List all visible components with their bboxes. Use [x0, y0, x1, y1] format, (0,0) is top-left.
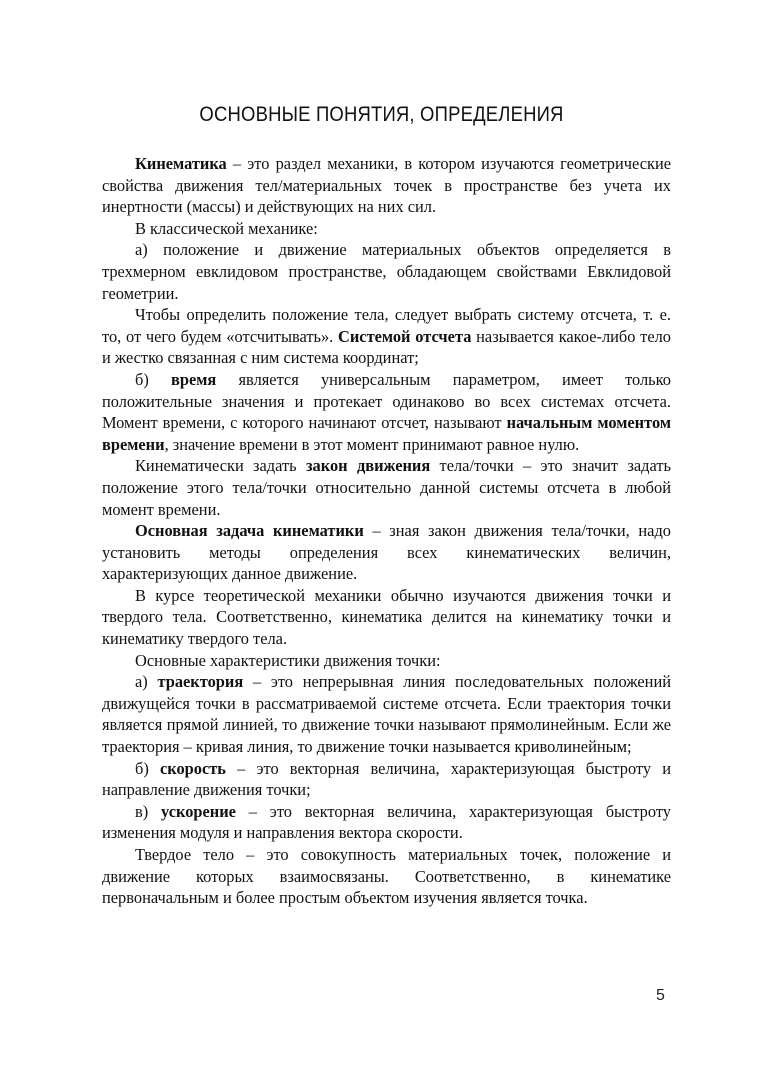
- bold-term: Основная задача кинематики: [135, 521, 364, 541]
- paragraph: [102, 239, 671, 304]
- text-run: – это непрерывная линия последовательных положений движущейся точки в рассматриваемой системе отсчета. Если траектория точки является прямой линией, то движение точки называют прямолинейным. Если же траектория – кривая линия, то движение точки называется криволинейным;: [102, 672, 671, 757]
- bold-term: закон движения: [305, 456, 431, 476]
- text-run: является универсальным параметром, имеет только положительные значения и протекает одинаково во всех системах отсчета. Момент времени, с которого начинают отсчет, называют: [102, 369, 671, 433]
- text-run: Кинематически задать: [135, 456, 306, 476]
- text-run: в): [135, 801, 162, 821]
- paragraph: [102, 801, 671, 844]
- paragraph: [102, 844, 671, 909]
- paragraph: [102, 758, 671, 801]
- text-run: – это раздел механики, в котором изучаются геометрические свойства движения тел/материальных точек в пространстве без учета их инертности (массы) и действующих на них сил.: [102, 154, 671, 217]
- text-run: , значение времени в этот момент принимают равное нулю.: [164, 434, 580, 454]
- paragraph: [102, 520, 671, 585]
- paragraph: [102, 585, 671, 650]
- text-run: В классической механике:: [135, 218, 318, 238]
- text-run: называется какое-либо тело и жестко связанная с ним система координат;: [102, 326, 671, 368]
- text-run: а) положение и движение материальных объектов определяется в трехмерном евклидовом пространстве, обладающем свойствами Евклидовой геометрии.: [102, 240, 671, 303]
- bold-term: скорость: [159, 758, 226, 778]
- text-run: В курсе теоретической механики обычно изучаются движения точки и твердого тела. Соответственно, кинематика делится на кинематику точки и кинематику твердого тела.: [102, 585, 671, 649]
- paragraph: [102, 304, 671, 369]
- text-run: Основные характеристики движения точки:: [135, 650, 441, 670]
- text-run: – зная закон движения тела/точки, надо установить методы определения всех кинематических величин, характеризующих данное движение.: [102, 521, 671, 584]
- text-run: тела/точки – это значит задать положение этого тела/точки относительно данной системы отсчета в любой момент времени.: [102, 456, 671, 519]
- text-run: б): [135, 369, 172, 389]
- page-number: 5: [656, 987, 665, 1004]
- bold-term: время: [171, 369, 217, 389]
- paragraph: [102, 218, 671, 240]
- text-run: Твердое тело – это совокупность материальных точек, положение и движение которых взаимосвязаны. Соответственно, в кинематике первоначальным и более простым объектом изучения является точка.: [102, 845, 671, 908]
- text-run: – это векторная величина, характеризующая быстроту и направление движения точки;: [102, 758, 671, 800]
- paragraph: [102, 369, 671, 455]
- text-run: Чтобы определить положение тела, следует выбрать систему отсчета, т. е. то, от чего будем «отсчитывать».: [102, 305, 671, 346]
- page-title: ОСНОВНЫЕ ПОНЯТИЯ, ОПРЕДЕЛЕНИЯ: [199, 103, 564, 126]
- bold-term: Системой отсчета: [338, 326, 472, 346]
- document-body: [102, 153, 671, 909]
- paragraph: [102, 153, 671, 218]
- bold-term: Кинематика: [135, 154, 227, 173]
- paragraph: [102, 650, 671, 672]
- bold-term: траектория: [157, 672, 244, 692]
- text-run: а): [135, 672, 158, 692]
- paragraph: [102, 455, 671, 520]
- paragraph: [102, 671, 671, 757]
- text-run: – это векторная величина, характеризующая быстроту изменения модуля и направления вектора скорости.: [102, 801, 672, 843]
- text-run: б): [135, 758, 160, 778]
- bold-term: ускорение: [161, 801, 236, 821]
- bold-term: начальным моментом времени: [102, 413, 671, 454]
